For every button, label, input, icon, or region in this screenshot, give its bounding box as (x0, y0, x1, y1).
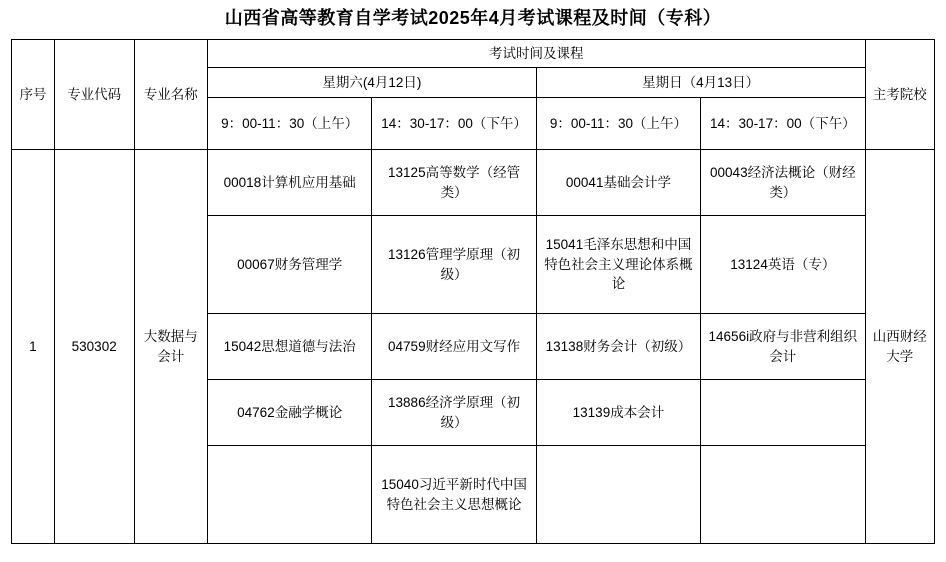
cell-course-sat-pm: 15040习近平新时代中国特色社会主义思想概论 (372, 446, 536, 544)
cell-course-sat-pm: 04759财经应用文写作 (372, 314, 536, 380)
header-major-name: 专业名称 (134, 39, 208, 150)
header-slot-sun-pm: 14：30-17：00（下午） (701, 98, 865, 150)
header-seq: 序号 (12, 39, 55, 150)
cell-course-sun-am: 15041毛泽东思想和中国特色社会主义理论体系概论 (536, 216, 700, 314)
cell-course-sat-am (208, 446, 372, 544)
header-exam-group: 考试时间及课程 (208, 39, 866, 68)
cell-course-sun-pm: 00043经济法概论（财经类） (701, 150, 865, 216)
header-slot-sat-am: 9：00-11：30（上午） (208, 98, 372, 150)
cell-course-sat-am: 15042思想道德与法治 (208, 314, 372, 380)
table-row (12, 150, 935, 216)
cell-course-sat-pm: 13125高等数学（经管类） (372, 150, 536, 216)
cell-course-sun-am: 13139成本会计 (536, 380, 700, 446)
cell-major-name: 大数据与会计 (134, 150, 208, 544)
header-major-code: 专业代码 (54, 39, 134, 150)
exam-schedule-table (11, 39, 935, 545)
cell-course-sun-pm: 13124英语（专） (701, 216, 865, 314)
cell-course-sun-am (536, 446, 700, 544)
page-title: 山西省高等教育自学考试2025年4月考试课程及时间（专科） (224, 8, 722, 28)
cell-course-sat-am: 04762金融学概论 (208, 380, 372, 446)
header-day-saturday: 星期六(4月12日) (208, 68, 537, 98)
cell-course-sun-am: 00041基础会计学 (536, 150, 700, 216)
header-slot-sat-pm: 14：30-17：00（下午） (372, 98, 536, 150)
cell-course-sun-pm: 14656i政府与非营利组织会计 (701, 314, 865, 380)
cell-course-sun-am: 13138财务会计（初级） (536, 314, 700, 380)
cell-course-sat-pm: 13886经济学原理（初级） (372, 380, 536, 446)
cell-course-sat-am: 00067财务管理学 (208, 216, 372, 314)
table-header-row-group (12, 39, 935, 68)
header-day-sunday: 星期日（4月13日） (536, 68, 865, 98)
cell-school: 山西财经大学 (865, 150, 935, 544)
header-slot-sun-am: 9：00-11：30（上午） (536, 98, 700, 150)
cell-course-sun-pm (701, 446, 865, 544)
cell-major-code: 530302 (54, 150, 134, 544)
cell-course-sat-pm: 13126管理学原理（初级） (372, 216, 536, 314)
header-school: 主考院校 (865, 39, 935, 150)
cell-seq: 1 (12, 150, 55, 544)
cell-course-sat-am: 00018计算机应用基础 (208, 150, 372, 216)
cell-course-sun-pm (701, 380, 865, 446)
